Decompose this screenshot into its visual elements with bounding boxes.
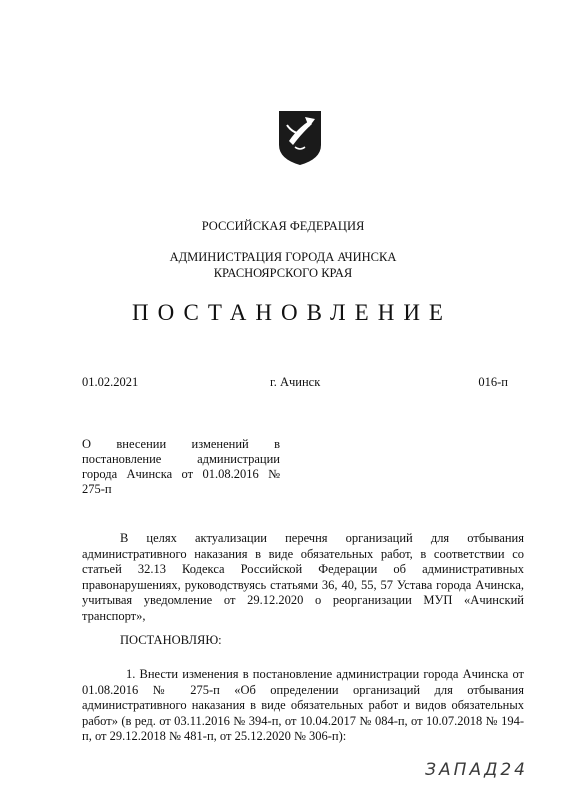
document-subject: О внесении изменений в постановление администрации города Ачинска от 01.08.2016 № 275-п — [82, 437, 280, 496]
administration-heading — [0, 249, 566, 281]
preamble-paragraph: В целях актуализации перечня организаций для отбывания административного наказания в виде обязательных работ, в соответствии со статьей 32.13 Кодекса Российской Федерации об административных правонарушениях, руководствуясь статьями 36, 40, 55, 57 Устава города Ачинска, учитывая уведомление от 29.12.2020 о реорганизации МУП «Ачинский транспорт», — [82, 531, 524, 623]
coat-of-arms-icon — [275, 107, 325, 167]
document-city: г. Ачинск — [270, 375, 321, 389]
administration-line-2: КРАСНОЯРСКОГО КРАЯ — [213, 266, 353, 280]
clause-1-paragraph: 1. Внести изменения в постановление администрации города Ачинска от 01.08.2016 № 275-п «Об определении организаций для отбывания административного наказания в виде обязательных работ и видов обязательных работ» (в ред. от 03.11.2016 № 394-п, от 10.04.2017 № 084-п, от 10.07.2018 № 194-п, от 29.12.2018 № 481-п, от 25.12.2020 № 306-п): — [82, 667, 524, 743]
watermark-logo: ЗАПАД24 — [425, 760, 528, 780]
document-number: 016-п — [478, 375, 508, 389]
document-title: ПОСТАНОВЛЕНИЕ — [132, 300, 452, 325]
document-date: 01.02.2021 — [82, 375, 139, 389]
decree-word: ПОСТАНОВЛЯЮ: — [120, 633, 222, 647]
administration-line-1: АДМИНИСТРАЦИЯ ГОРОДА АЧИНСКА — [169, 250, 397, 264]
country-heading: РОССИЙСКАЯ ФЕДЕРАЦИЯ — [201, 219, 365, 233]
